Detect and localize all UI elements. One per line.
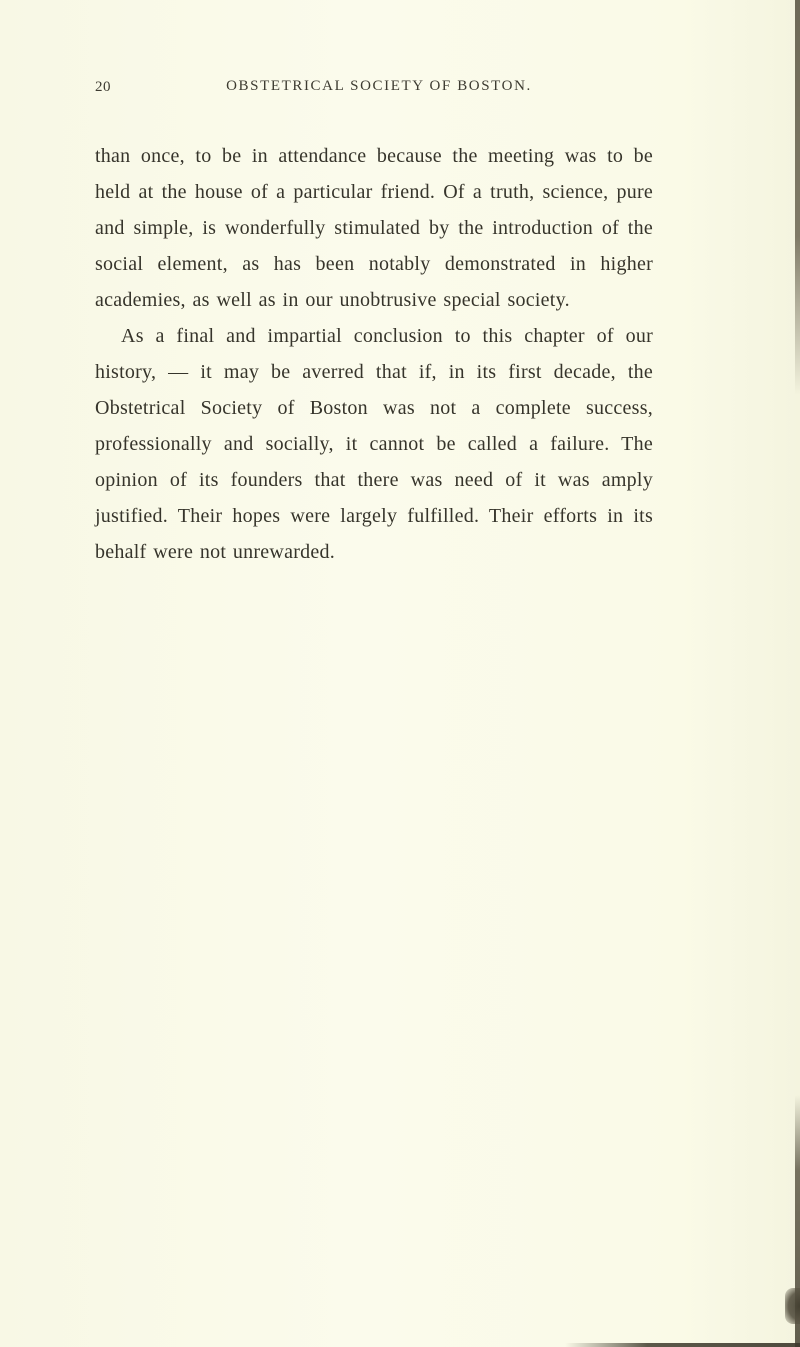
paragraph: As a final and impartial conclusion to this chapter of our history, — it may be averred that if, in its first decade, the Obstetrical Society of Boston was not a complete success, professionally and socially, it cannot be called a failure. The opinion of its founders that there was need of it was amply justified. Their hopes were largely fulfilled. Their efforts in its behalf were not unrewarded. (95, 325, 653, 563)
body-text (95, 138, 653, 570)
page-number: 20 (95, 79, 111, 95)
running-header-title: OBSTETRICAL SOCIETY OF BOSTON. (226, 78, 532, 94)
paragraph: than once, to be in attendance because the meeting was to be held at the house of a particular friend. Of a truth, science, pure and simple, is wonderfully stimulated by the introduction of the social element, as has been notably demonstrated in higher academies, as well as in our unobtrusive special society. (95, 145, 653, 311)
scan-artifact-right-top (795, 0, 800, 395)
scan-artifact-blob (785, 1288, 800, 1324)
scan-artifact-bottom-line (565, 1343, 800, 1347)
page-content (95, 78, 653, 570)
running-header (95, 78, 653, 104)
